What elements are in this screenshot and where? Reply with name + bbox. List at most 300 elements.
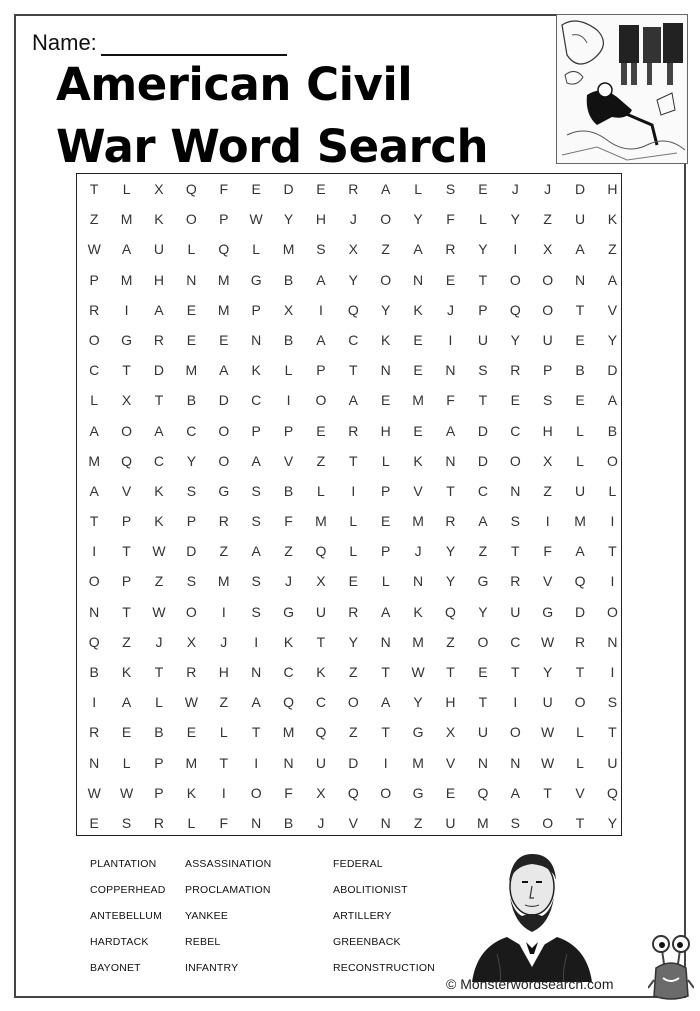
grid-letter[interactable]: U: [315, 603, 326, 620]
grid-letter[interactable]: W: [152, 543, 166, 560]
grid-letter[interactable]: O: [380, 271, 392, 288]
grid-letter[interactable]: W: [541, 633, 555, 650]
grid-letter[interactable]: U: [153, 241, 165, 258]
grid-letter[interactable]: Y: [283, 211, 294, 228]
grid-letter[interactable]: Q: [477, 784, 489, 801]
grid-letter[interactable]: W: [87, 784, 101, 801]
grid-letter[interactable]: X: [283, 301, 294, 318]
grid-letter[interactable]: A: [316, 271, 326, 288]
grid-letter[interactable]: A: [219, 362, 229, 379]
grid-letter[interactable]: K: [154, 211, 164, 228]
grid-letter[interactable]: T: [89, 513, 99, 530]
grid-letter[interactable]: P: [251, 422, 261, 439]
grid-letter[interactable]: T: [608, 543, 617, 560]
grid-letter[interactable]: Y: [478, 603, 488, 620]
grid-letter[interactable]: N: [574, 271, 586, 288]
grid-letter[interactable]: T: [349, 362, 358, 379]
grid-letter[interactable]: L: [284, 362, 293, 379]
grid-letter[interactable]: E: [186, 331, 197, 348]
grid-letter[interactable]: B: [186, 392, 197, 409]
grid-letter[interactable]: L: [576, 724, 584, 741]
grid-letter[interactable]: S: [542, 392, 553, 409]
grid-letter[interactable]: B: [283, 331, 294, 348]
grid-letter[interactable]: F: [219, 181, 229, 197]
grid-letter[interactable]: H: [153, 271, 165, 288]
grid-letter[interactable]: E: [413, 331, 423, 348]
grid-letter[interactable]: N: [445, 362, 456, 379]
grid-letter[interactable]: K: [283, 633, 294, 650]
grid-letter[interactable]: A: [348, 392, 358, 409]
grid-letter[interactable]: C: [348, 331, 359, 348]
grid-letter[interactable]: H: [218, 664, 229, 680]
grid-letter[interactable]: L: [414, 181, 422, 197]
grid-letter[interactable]: U: [542, 694, 553, 711]
grid-letter[interactable]: N: [251, 331, 262, 348]
grid-letter[interactable]: Q: [315, 543, 327, 560]
grid-letter[interactable]: T: [446, 664, 455, 680]
grid-letter[interactable]: M: [120, 271, 133, 288]
grid-letter[interactable]: T: [575, 814, 585, 831]
grid-letter[interactable]: L: [576, 422, 584, 439]
grid-letter[interactable]: E: [186, 724, 197, 741]
grid-letter[interactable]: I: [221, 784, 226, 801]
grid-letter[interactable]: M: [217, 573, 230, 590]
grid-letter[interactable]: I: [610, 513, 615, 530]
grid-letter[interactable]: Q: [315, 724, 327, 741]
grid-letter[interactable]: A: [478, 513, 488, 530]
grid-letter[interactable]: T: [251, 724, 261, 741]
grid-letter[interactable]: U: [542, 331, 553, 348]
grid-letter[interactable]: W: [541, 754, 555, 771]
grid-letter[interactable]: P: [121, 513, 132, 530]
grid-letter[interactable]: X: [542, 241, 553, 258]
grid-letter[interactable]: M: [315, 513, 327, 530]
grid-letter[interactable]: R: [510, 362, 521, 379]
grid-letter[interactable]: L: [122, 181, 131, 197]
grid-letter[interactable]: O: [574, 694, 586, 711]
grid-letter[interactable]: M: [185, 362, 198, 379]
grid-letter[interactable]: X: [348, 241, 358, 258]
grid-letter[interactable]: E: [575, 392, 585, 409]
grid-letter[interactable]: Y: [445, 573, 456, 590]
grid-letter[interactable]: Q: [185, 181, 197, 197]
grid-letter[interactable]: Z: [608, 241, 617, 258]
grid-letter[interactable]: A: [381, 603, 391, 620]
grid-letter[interactable]: L: [187, 814, 196, 831]
grid-letter[interactable]: A: [510, 784, 520, 801]
grid-letter[interactable]: E: [348, 573, 358, 590]
grid-letter[interactable]: E: [445, 784, 456, 801]
grid-letter[interactable]: Y: [510, 331, 520, 348]
grid-letter[interactable]: E: [251, 181, 261, 197]
grid-letter[interactable]: B: [607, 422, 618, 439]
grid-letter[interactable]: L: [90, 392, 99, 409]
grid-letter[interactable]: O: [509, 452, 521, 469]
grid-letter[interactable]: S: [186, 482, 197, 499]
grid-letter[interactable]: T: [575, 301, 585, 318]
grid-letter[interactable]: T: [89, 181, 99, 197]
grid-letter[interactable]: K: [186, 784, 197, 801]
grid-letter[interactable]: U: [477, 331, 488, 348]
grid-letter[interactable]: J: [220, 633, 228, 650]
grid-letter[interactable]: U: [574, 211, 586, 228]
grid-letter[interactable]: E: [316, 181, 326, 197]
grid-letter[interactable]: S: [251, 513, 261, 530]
grid-letter[interactable]: P: [186, 513, 197, 530]
grid-letter[interactable]: P: [478, 301, 488, 318]
grid-letter[interactable]: Q: [607, 784, 618, 801]
grid-letter[interactable]: P: [542, 362, 553, 379]
grid-letter[interactable]: K: [154, 482, 164, 499]
grid-letter[interactable]: N: [380, 814, 391, 831]
grid-letter[interactable]: T: [316, 633, 326, 650]
grid-letter[interactable]: S: [607, 694, 618, 711]
grid-letter[interactable]: X: [445, 724, 456, 741]
grid-letter[interactable]: H: [445, 694, 456, 711]
grid-letter[interactable]: J: [155, 633, 163, 650]
grid-letter[interactable]: E: [219, 331, 229, 348]
grid-letter[interactable]: T: [349, 452, 358, 469]
grid-letter[interactable]: Y: [348, 271, 358, 288]
grid-letter[interactable]: S: [445, 181, 456, 197]
grid-letter[interactable]: W: [541, 724, 555, 741]
grid-letter[interactable]: A: [251, 543, 261, 560]
grid-letter[interactable]: O: [88, 573, 100, 590]
grid-letter[interactable]: G: [121, 331, 133, 348]
grid-letter[interactable]: L: [381, 452, 390, 469]
grid-letter[interactable]: N: [186, 271, 197, 288]
grid-letter[interactable]: T: [122, 362, 131, 379]
grid-letter[interactable]: N: [380, 362, 391, 379]
grid-letter[interactable]: X: [121, 392, 132, 409]
grid-letter[interactable]: D: [574, 603, 586, 620]
grid-letter[interactable]: N: [89, 603, 100, 620]
grid-letter[interactable]: M: [88, 452, 101, 469]
grid-letter[interactable]: Y: [510, 211, 520, 228]
grid-letter[interactable]: H: [315, 211, 326, 228]
grid-letter[interactable]: W: [119, 784, 134, 801]
grid-letter[interactable]: S: [478, 362, 488, 379]
grid-letter[interactable]: K: [381, 331, 391, 348]
grid-letter[interactable]: L: [252, 241, 261, 258]
grid-letter[interactable]: R: [89, 301, 100, 318]
grid-letter[interactable]: O: [315, 392, 327, 409]
grid-letter[interactable]: D: [607, 362, 618, 379]
grid-letter[interactable]: U: [574, 482, 586, 499]
grid-letter[interactable]: A: [121, 694, 132, 711]
grid-letter[interactable]: I: [545, 513, 550, 530]
grid-letter[interactable]: V: [348, 814, 358, 831]
grid-letter[interactable]: T: [478, 694, 488, 711]
grid-letter[interactable]: F: [446, 211, 455, 228]
grid-letter[interactable]: P: [154, 784, 164, 801]
grid-letter[interactable]: P: [283, 422, 294, 439]
grid-letter[interactable]: G: [542, 603, 554, 620]
grid-letter[interactable]: G: [250, 271, 262, 288]
grid-letter[interactable]: V: [607, 301, 618, 318]
grid-letter[interactable]: Q: [283, 694, 294, 711]
grid-letter[interactable]: E: [381, 392, 391, 409]
grid-letter[interactable]: L: [349, 513, 358, 530]
grid-letter[interactable]: T: [122, 543, 131, 560]
grid-letter[interactable]: K: [121, 664, 132, 680]
grid-letter[interactable]: Y: [478, 241, 488, 258]
grid-letter[interactable]: V: [121, 482, 132, 499]
grid-letter[interactable]: Y: [186, 452, 197, 469]
grid-letter[interactable]: Q: [347, 784, 359, 801]
grid-letter[interactable]: F: [284, 513, 293, 530]
grid-letter[interactable]: A: [575, 543, 585, 560]
grid-letter[interactable]: L: [576, 754, 584, 771]
grid-letter[interactable]: E: [186, 301, 197, 318]
grid-letter[interactable]: B: [283, 814, 294, 831]
grid-letter[interactable]: K: [251, 362, 261, 379]
grid-letter[interactable]: I: [254, 633, 259, 650]
grid-letter[interactable]: A: [154, 422, 164, 439]
grid-letter[interactable]: L: [317, 482, 325, 499]
grid-letter[interactable]: H: [380, 422, 391, 439]
grid-letter[interactable]: N: [251, 814, 262, 831]
grid-letter[interactable]: Z: [316, 452, 326, 469]
grid-letter[interactable]: W: [184, 694, 198, 711]
grid-letter[interactable]: G: [412, 724, 424, 741]
grid-letter[interactable]: T: [446, 482, 455, 499]
grid-letter[interactable]: V: [445, 754, 456, 771]
word-search-grid[interactable]: [78, 174, 629, 838]
grid-letter[interactable]: X: [154, 181, 164, 197]
grid-letter[interactable]: Z: [543, 482, 552, 499]
grid-letter[interactable]: U: [477, 724, 488, 741]
grid-letter[interactable]: C: [251, 392, 262, 409]
grid-letter[interactable]: W: [87, 241, 101, 258]
grid-letter[interactable]: E: [510, 392, 520, 409]
grid-letter[interactable]: O: [380, 784, 392, 801]
grid-letter[interactable]: C: [315, 694, 326, 711]
grid-letter[interactable]: O: [347, 694, 359, 711]
grid-letter[interactable]: T: [381, 724, 390, 741]
grid-letter[interactable]: G: [218, 482, 230, 499]
grid-letter[interactable]: I: [351, 482, 356, 499]
grid-letter[interactable]: O: [607, 452, 618, 469]
grid-letter[interactable]: N: [89, 754, 100, 771]
grid-letter[interactable]: E: [413, 362, 423, 379]
grid-letter[interactable]: T: [381, 664, 390, 680]
grid-letter[interactable]: B: [154, 724, 164, 741]
grid-letter[interactable]: M: [574, 513, 586, 530]
grid-letter[interactable]: Z: [122, 633, 131, 650]
grid-letter[interactable]: Z: [89, 211, 99, 228]
grid-letter[interactable]: M: [412, 513, 424, 530]
grid-letter[interactable]: F: [219, 814, 229, 831]
grid-letter[interactable]: Y: [607, 331, 618, 348]
grid-letter[interactable]: L: [219, 724, 228, 741]
grid-letter[interactable]: K: [316, 664, 326, 680]
grid-letter[interactable]: I: [92, 694, 97, 711]
grid-letter[interactable]: N: [445, 452, 456, 469]
grid-letter[interactable]: R: [510, 573, 521, 590]
grid-letter[interactable]: S: [251, 573, 261, 590]
grid-letter[interactable]: D: [477, 422, 488, 439]
grid-letter[interactable]: T: [154, 392, 164, 409]
grid-letter[interactable]: P: [251, 301, 261, 318]
grid-letter[interactable]: M: [282, 724, 295, 741]
grid-letter[interactable]: M: [412, 392, 424, 409]
grid-letter[interactable]: O: [185, 603, 197, 620]
grid-letter[interactable]: L: [608, 482, 617, 499]
grid-letter[interactable]: K: [154, 513, 164, 530]
grid-letter[interactable]: Q: [509, 301, 521, 318]
grid-letter[interactable]: L: [155, 694, 163, 711]
grid-letter[interactable]: U: [510, 603, 521, 620]
grid-letter[interactable]: T: [478, 392, 488, 409]
grid-letter[interactable]: Y: [542, 664, 553, 680]
grid-letter[interactable]: U: [607, 754, 618, 771]
grid-letter[interactable]: O: [380, 211, 392, 228]
grid-letter[interactable]: S: [510, 513, 520, 530]
grid-letter[interactable]: D: [283, 181, 294, 197]
grid-letter[interactable]: R: [445, 513, 456, 530]
grid-letter[interactable]: E: [89, 814, 99, 831]
grid-letter[interactable]: R: [218, 513, 229, 530]
grid-letter[interactable]: L: [381, 573, 390, 590]
grid-letter[interactable]: Z: [349, 724, 358, 741]
grid-letter[interactable]: R: [348, 422, 359, 439]
grid-letter[interactable]: B: [89, 664, 99, 680]
grid-letter[interactable]: Z: [381, 241, 390, 258]
grid-letter[interactable]: H: [607, 181, 618, 197]
grid-letter[interactable]: C: [477, 482, 488, 499]
grid-letter[interactable]: A: [607, 271, 618, 288]
grid-letter[interactable]: I: [286, 392, 291, 409]
grid-letter[interactable]: K: [413, 603, 423, 620]
grid-letter[interactable]: V: [283, 452, 294, 469]
grid-letter[interactable]: S: [316, 241, 326, 258]
grid-letter[interactable]: I: [92, 543, 97, 560]
grid-letter[interactable]: J: [317, 814, 325, 831]
grid-letter[interactable]: S: [251, 603, 261, 620]
grid-letter[interactable]: X: [316, 573, 326, 590]
grid-letter[interactable]: D: [186, 543, 197, 560]
grid-letter[interactable]: S: [121, 814, 132, 831]
grid-letter[interactable]: T: [122, 603, 131, 620]
grid-letter[interactable]: M: [185, 754, 198, 771]
grid-letter[interactable]: F: [543, 543, 552, 560]
grid-letter[interactable]: J: [511, 181, 519, 197]
grid-letter[interactable]: O: [607, 603, 618, 620]
grid-letter[interactable]: P: [121, 573, 132, 590]
grid-letter[interactable]: W: [411, 664, 425, 680]
grid-letter[interactable]: A: [121, 241, 132, 258]
grid-letter[interactable]: L: [187, 241, 196, 258]
grid-letter[interactable]: M: [412, 633, 424, 650]
grid-letter[interactable]: E: [121, 724, 132, 741]
grid-letter[interactable]: N: [510, 482, 521, 499]
grid-letter[interactable]: B: [575, 362, 585, 379]
grid-letter[interactable]: L: [122, 754, 131, 771]
grid-letter[interactable]: R: [186, 664, 197, 680]
grid-letter[interactable]: I: [513, 694, 518, 711]
grid-letter[interactable]: V: [413, 482, 423, 499]
grid-letter[interactable]: V: [542, 573, 553, 590]
grid-letter[interactable]: T: [575, 664, 585, 680]
grid-letter[interactable]: N: [477, 754, 488, 771]
grid-letter[interactable]: P: [381, 543, 391, 560]
grid-letter[interactable]: J: [544, 181, 552, 197]
grid-letter[interactable]: Y: [413, 211, 423, 228]
grid-letter[interactable]: S: [510, 814, 520, 831]
grid-letter[interactable]: O: [218, 452, 230, 469]
grid-letter[interactable]: A: [154, 301, 164, 318]
grid-letter[interactable]: N: [283, 754, 294, 771]
grid-letter[interactable]: Z: [349, 664, 358, 680]
grid-letter[interactable]: M: [412, 754, 424, 771]
grid-letter[interactable]: E: [316, 422, 326, 439]
grid-letter[interactable]: Q: [121, 452, 133, 469]
grid-letter[interactable]: A: [251, 452, 261, 469]
grid-letter[interactable]: R: [574, 633, 586, 650]
grid-letter[interactable]: A: [607, 392, 618, 409]
grid-letter[interactable]: P: [89, 271, 99, 288]
grid-letter[interactable]: B: [283, 271, 294, 288]
grid-letter[interactable]: D: [153, 362, 165, 379]
grid-letter[interactable]: Z: [284, 543, 293, 560]
grid-letter[interactable]: C: [510, 633, 521, 650]
grid-letter[interactable]: Y: [445, 543, 456, 560]
grid-letter[interactable]: I: [610, 573, 615, 590]
grid-letter[interactable]: A: [381, 694, 391, 711]
grid-letter[interactable]: S: [186, 573, 197, 590]
name-blank-line[interactable]: [101, 36, 287, 56]
grid-letter[interactable]: J: [285, 573, 293, 590]
grid-letter[interactable]: E: [445, 271, 456, 288]
grid-letter[interactable]: A: [89, 482, 99, 499]
grid-letter[interactable]: O: [542, 814, 554, 831]
grid-letter[interactable]: M: [282, 241, 295, 258]
grid-letter[interactable]: N: [413, 573, 424, 590]
grid-letter[interactable]: L: [349, 543, 358, 560]
grid-letter[interactable]: R: [153, 814, 165, 831]
grid-letter[interactable]: T: [510, 664, 520, 680]
grid-letter[interactable]: A: [445, 422, 456, 439]
grid-letter[interactable]: Z: [154, 573, 164, 590]
grid-letter[interactable]: E: [478, 664, 488, 680]
grid-letter[interactable]: O: [477, 633, 489, 650]
grid-letter[interactable]: C: [510, 422, 521, 439]
grid-letter[interactable]: J: [349, 211, 357, 228]
grid-letter[interactable]: I: [383, 754, 388, 771]
grid-letter[interactable]: N: [251, 664, 262, 680]
grid-letter[interactable]: C: [153, 452, 165, 469]
grid-letter[interactable]: I: [254, 754, 259, 771]
grid-letter[interactable]: Q: [347, 301, 359, 318]
grid-letter[interactable]: M: [217, 271, 230, 288]
grid-letter[interactable]: Z: [413, 814, 423, 831]
grid-letter[interactable]: T: [154, 664, 164, 680]
grid-letter[interactable]: M: [477, 814, 489, 831]
grid-letter[interactable]: R: [153, 331, 165, 348]
grid-letter[interactable]: J: [414, 543, 422, 560]
grid-letter[interactable]: X: [316, 784, 326, 801]
grid-letter[interactable]: W: [152, 603, 166, 620]
grid-letter[interactable]: B: [283, 482, 294, 499]
grid-letter[interactable]: X: [542, 452, 553, 469]
grid-letter[interactable]: E: [413, 422, 423, 439]
grid-letter[interactable]: M: [217, 301, 230, 318]
grid-letter[interactable]: I: [610, 664, 615, 680]
grid-letter[interactable]: D: [218, 392, 229, 409]
grid-letter[interactable]: T: [219, 754, 229, 771]
grid-letter[interactable]: R: [348, 181, 359, 197]
